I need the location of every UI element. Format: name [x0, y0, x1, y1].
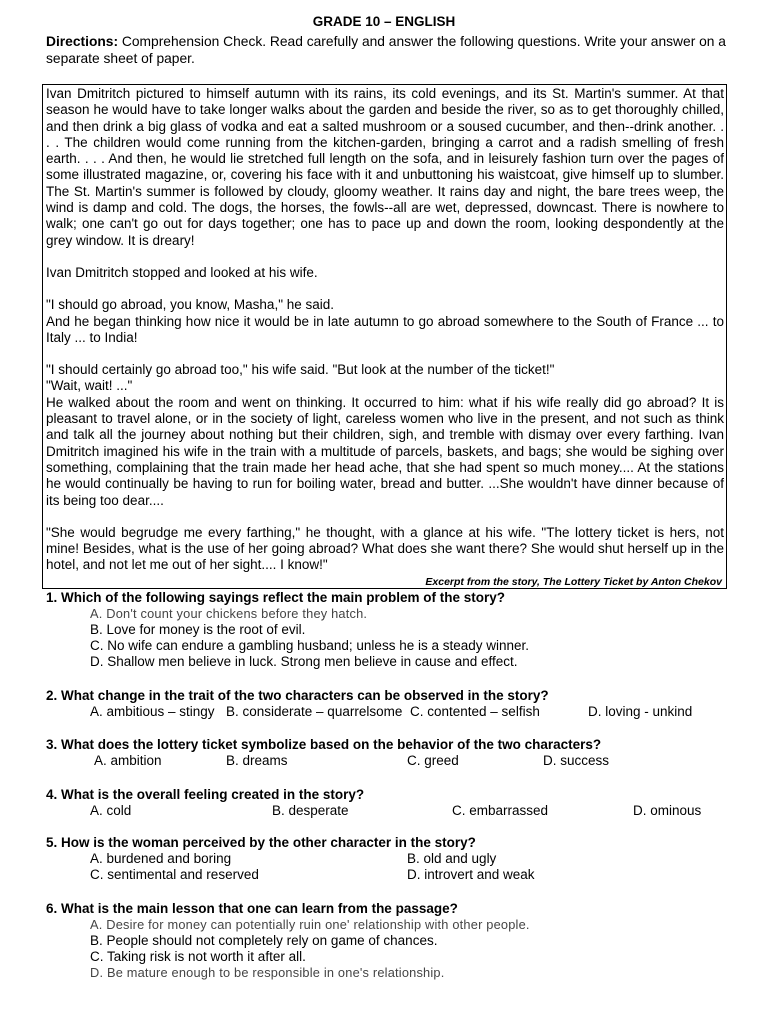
- option-b: B. Love for money is the root of evil.: [90, 622, 306, 637]
- question-1: [46, 590, 736, 670]
- question-stem: 3. What does the lottery ticket symbolize based on the behavior of the two characters?: [46, 737, 602, 752]
- question-stem: 4. What is the overall feeling created in the story?: [46, 787, 365, 802]
- option-d: D. success: [543, 753, 610, 768]
- option-d: D. introvert and weak: [407, 867, 535, 882]
- option-a: A. cold: [90, 803, 132, 818]
- passage-paragraph: Ivan Dmitritch pictured to himself autumn with its rains, its cold evenings, and its St. Martin's summer. At that season he would have to take longer walks about the garden and beside the river, so as to get thoroughly chilled, and then drink a big glass of vodka and eat a salted mushroom or a soused cucumber, and then--drink another. . . . The children would come running from the kitchen-garden, bringing a carrot and a radish smelling of fresh earth. . . . And then, he would lie stretched full length on the sofa, and in leisurely fashion turn over the pages of some illustrated magazine, or, covering his face with it and unbuttoning his waistcoat, give himself up to slumber. The St. Martin's summer is followed by cloudy, gloomy weather. It rains day and night, the bare trees weep, the wind is damp and cold. The dogs, the horses, the fowls--all are wet, depressed, downcast. There is nowhere to walk; one can't go out for days together; one has to pace up and down the room, looking despondently at the grey window. It is dreary!: [46, 86, 724, 248]
- passage-paragraph: He walked about the room and went on thinking. It occurred to him: what if his wife really did go abroad? It is pleasant to travel alone, or in the society of light, careless women who live in the present, and not such as think and talk all the journey about nothing but their children, sigh, and tremble with dismay over every farthing. Ivan Dmitritch imagined his wife in the train with a multitude of parcels, baskets, and bags; she would be sighing over something, complaining that the train made her head ache, that she had spent so much money.... At the stations he would continually be having to run for boiling water, bread and butter. ...She wouldn't have dinner because of its being too dear....: [46, 394, 724, 508]
- question-5: [46, 835, 736, 883]
- question-stem: 2. What change in the trait of the two characters can be observed in the story?: [46, 688, 549, 703]
- directions-text: Comprehension Check. Read carefully and answer the following questions. Write your answer on a separate sheet of paper.: [46, 34, 726, 66]
- option-b: B. People should not completely rely on game of chances.: [90, 933, 438, 948]
- option-b: B. dreams: [226, 753, 288, 768]
- question-2: [46, 688, 736, 720]
- passage-paragraph: "I should certainly go abroad too," his wife said. "But look at the number of the ticket!": [46, 362, 555, 378]
- question-3: [46, 737, 736, 769]
- passage-paragraph: "She would begrudge me every farthing," he thought, with a glance at his wife. "The lottery ticket is hers, not mine! Besides, what is the use of her going abroad? What does she want there? She would shut herself up in the hotel, and not let me out of her sight.... I know!": [46, 524, 724, 573]
- option-d: D. Be mature enough to be responsible in one's relationship.: [90, 965, 445, 980]
- option-a: A. Desire for money can potentially ruin one' relationship with other people.: [90, 917, 530, 932]
- passage-paragraph: "I should go abroad, you know, Masha," he said.: [46, 297, 335, 313]
- option-b: B. desperate: [272, 803, 349, 818]
- passage-source: Excerpt from the story, The Lottery Ticket by Anton Chekov: [425, 576, 722, 588]
- option-c: C. Taking risk is not worth it after all.: [90, 949, 306, 964]
- question-stem: 1. Which of the following sayings reflect the main problem of the story?: [46, 590, 506, 605]
- question-4: [46, 787, 736, 819]
- option-c: C. sentimental and reserved: [90, 867, 259, 882]
- question-6: [46, 901, 736, 981]
- option-a: A. Don't count your chickens before they hatch.: [90, 606, 368, 621]
- passage-paragraph: Ivan Dmitritch stopped and looked at his wife.: [46, 264, 318, 280]
- question-stem: 6. What is the main lesson that one can learn from the passage?: [46, 901, 458, 916]
- option-d: D. ominous: [633, 803, 702, 818]
- option-b: B. old and ugly: [407, 851, 497, 866]
- passage-paragraph: "Wait, wait! ...": [46, 378, 133, 394]
- option-d: D. Shallow men believe in luck. Strong men believe in cause and effect.: [90, 654, 518, 669]
- directions: [46, 33, 726, 67]
- option-d: D. loving - unkind: [588, 704, 693, 719]
- passage-paragraph: And he began thinking how nice it would be in late autumn to go abroad somewhere to the South of France ... to Italy ... to India!: [46, 313, 724, 345]
- option-b: B. considerate – quarrelsome: [226, 704, 403, 719]
- option-c: C. contented – selfish: [410, 704, 540, 719]
- option-a: A. ambitious – stingy: [90, 704, 215, 719]
- option-a: A. ambition: [94, 753, 162, 768]
- passage-box: [42, 84, 727, 589]
- question-stem: 5. How is the woman perceived by the other character in the story?: [46, 835, 476, 850]
- option-c: C. embarrassed: [452, 803, 549, 818]
- option-c: C. greed: [407, 753, 459, 768]
- page-title: GRADE 10 – ENGLISH: [312, 14, 456, 29]
- directions-label: Directions:: [46, 34, 119, 49]
- option-c: C. No wife can endure a gambling husband; unless he is a steady winner.: [90, 638, 530, 653]
- option-a: A. burdened and boring: [90, 851, 232, 866]
